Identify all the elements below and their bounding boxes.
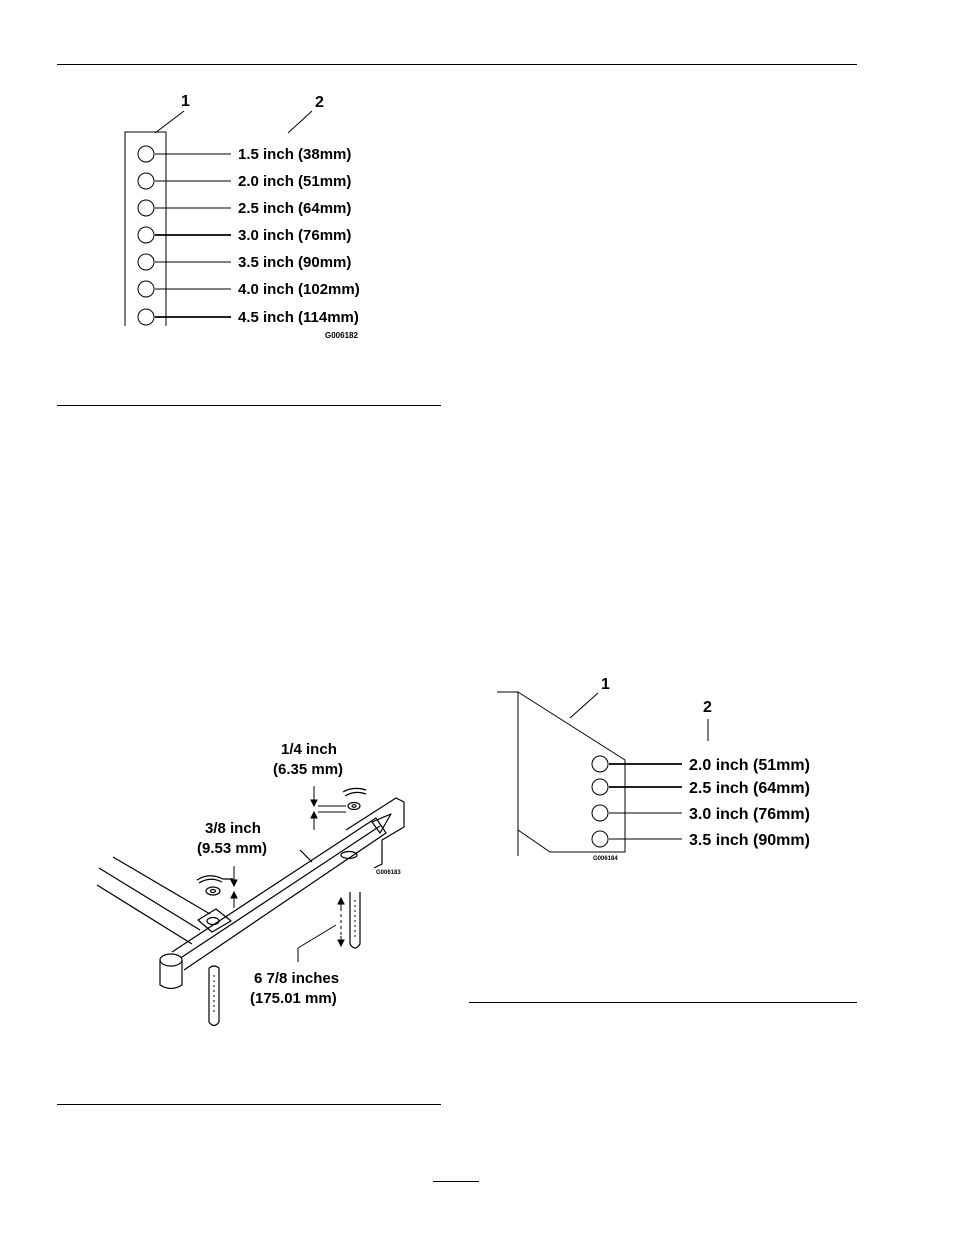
plate-washer — [207, 918, 219, 925]
dimension-pin-length-metric: (175.01 mm) — [250, 990, 337, 1007]
top-washer — [348, 803, 360, 810]
callout-2-label: 2 — [315, 94, 324, 111]
height-label: 3.5 inch (90mm) — [238, 254, 352, 271]
height-label: 3.0 inch (76mm) — [238, 227, 352, 244]
callout-1-label: 1 — [601, 676, 610, 693]
washer — [206, 887, 220, 895]
frame-rail — [97, 885, 192, 944]
axle-sleeve-top — [160, 954, 182, 966]
height-label: 2.0 inch (51mm) — [238, 173, 352, 190]
figure-code: G006184 — [593, 856, 618, 862]
height-label: 4.0 inch (102mm) — [238, 281, 360, 298]
dimension-quarter-inch: 1/4 inch — [281, 741, 337, 758]
figure-code: G006183 — [376, 870, 401, 876]
top-hairpin-clip — [343, 788, 366, 796]
height-label: 2.5 inch (64mm) — [689, 780, 810, 797]
end-bracket-triangle — [372, 814, 391, 833]
height-label: 3.0 inch (76mm) — [689, 806, 810, 823]
callout-1-label: 1 — [181, 93, 190, 110]
height-label: 2.5 inch (64mm) — [238, 200, 352, 217]
callout-2-label: 2 — [703, 699, 712, 716]
height-label: 3.5 inch (90mm) — [689, 832, 810, 849]
hairpin-clip — [197, 876, 233, 883]
dimension-pin-length: 6 7/8 inches — [254, 970, 340, 987]
height-label: 1.5 inch (38mm) — [238, 146, 352, 163]
dimension-three-eighths-inch-metric: (9.53 mm) — [197, 840, 268, 857]
height-label: 4.5 inch (114mm) — [238, 309, 359, 326]
height-label: 2.0 inch (51mm) — [689, 757, 810, 774]
dimension-quarter-inch-metric: (6.35 mm) — [273, 761, 344, 778]
figure-code: G006182 — [325, 331, 358, 340]
dimension-three-eighths-inch: 3/8 inch — [205, 820, 261, 837]
